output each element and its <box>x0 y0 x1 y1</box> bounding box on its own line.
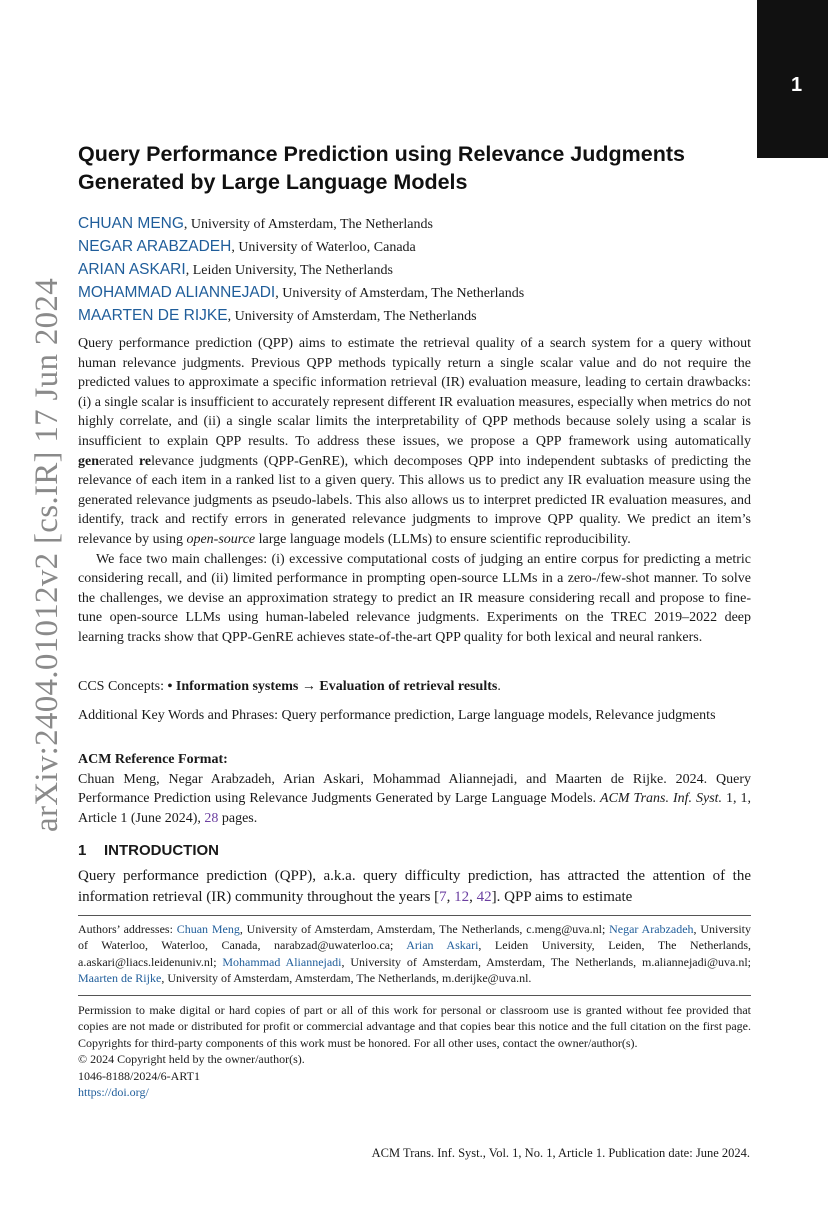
author-list <box>78 213 758 328</box>
address-text: , Leiden University, Leiden, The Netherlands, a.askari@liacs.leidenuniv.nl; <box>78 938 751 969</box>
address-text: , University of Amsterdam, Amsterdam, The Netherlands, c.meng@uva.nl; <box>239 922 610 936</box>
author-affiliation: , University of Amsterdam, The Netherlands <box>227 309 477 324</box>
abstract-text: Query performance prediction (QPP) aims to estimate the retrieval quality of a search system for a query without human relevance judgments. Previous QPP methods typically return a single scalar value and do not require the predicted values to approximate a specific information retrieval (IR) evaluation measure, leading to certain drawbacks: (i) a single scalar is insufficient to accurately represent different IR evaluation measures, especially when metrics do not highly correlate, and (ii) a single scalar limits the interpretability of QPP methods because solely using a scalar is insufficient to explain QPP results. To address these issues, we propose a QPP framework using automatically <box>78 336 751 449</box>
author-affiliation: , University of Waterloo, Canada <box>231 240 416 255</box>
acm-reference <box>78 750 751 828</box>
copyright-line: © 2024 Copyright held by the owner/author(s). <box>78 1052 305 1067</box>
intro-text: , <box>446 889 455 905</box>
author-affiliation: , University of Amsterdam, The Netherlands <box>275 286 525 301</box>
ccs-concept: Information systems → Evaluation of retrieval results <box>175 679 498 694</box>
permission-divider <box>78 995 751 996</box>
abstract-paragraph <box>78 334 751 550</box>
section-title: INTRODUCTION <box>104 842 219 859</box>
abstract-paragraph: We face two main challenges: (i) excessive computational costs of judging an entire corpus for predicting a metric considering recall, and (ii) limited performance in prompting open-source LLMs in a zero-/few-shot manner. To solve the challenges, we devise an approximation strategy to predict an IR measure considering recall and propose to fine-tune open-source LLMs using human-labeled relevance judgments. Experiments on the TREC 2019–2022 deep learning tracks show that QPP-GenRE achieves state-of-the-art QPP quality for both lexical and neural rankers. <box>78 551 751 645</box>
author-entry <box>78 282 758 305</box>
author-name[interactable]: MAARTEN DE RIJKE <box>78 307 228 324</box>
page-footer: ACM Trans. Inf. Syst., Vol. 1, No. 1, Article 1. Publication date: June 2024. <box>371 1146 750 1160</box>
address-text: , University of Amsterdam, Amsterdam, The Netherlands, m.derijke@uva.nl. <box>161 971 532 986</box>
author-name[interactable]: CHUAN MENG <box>78 215 184 232</box>
abstract-text: levance judgments (QPP-GenRE), which decomposes QPP into independent subtasks of predicting the relevance of each item in a ranked list to a given query. This allows us to predict any IR evaluation measure using the generated relevance judgments as pseudo-labels. This also allows us to interpret predicted IR evaluation measures, and identify, track and rectify errors in generated relevance judgments to improve QPP quality. We predict an item’s relevance by using <box>78 453 752 547</box>
author-entry <box>78 305 758 328</box>
citation-link[interactable]: 42 <box>476 889 492 905</box>
address-author-link[interactable]: Negar Arabzadeh <box>609 922 694 936</box>
section-number: 1 <box>78 842 87 859</box>
abstract-text: large language models (LLMs) to ensure scientific reproducibility. <box>255 531 631 547</box>
intro-text: , <box>469 889 477 905</box>
author-name[interactable]: NEGAR ARABZADEH <box>78 238 232 255</box>
address-author-link[interactable]: Arian Askari <box>406 938 479 953</box>
author-entry <box>78 259 758 282</box>
reference-text: pages. <box>218 810 258 826</box>
author-name[interactable]: ARIAN ASKARI <box>78 261 186 278</box>
reference-journal: ACM Trans. Inf. Syst. <box>600 791 723 807</box>
pages-link[interactable]: 28 <box>204 810 219 826</box>
abstract-bold: re <box>138 453 152 469</box>
ccs-label: CCS Concepts: <box>78 679 168 694</box>
address-author-link[interactable]: Maarten de Rijke <box>78 971 162 986</box>
abstract-italic: open-source <box>186 531 256 547</box>
ccs-bullet: • <box>167 679 176 694</box>
author-affiliation: , Leiden University, The Netherlands <box>185 263 393 278</box>
footnote-divider <box>78 915 751 916</box>
author-entry <box>78 236 758 259</box>
doi-link[interactable]: https://doi.org/ <box>78 1085 149 1100</box>
permission-text: Permission to make digital or hard copies of part or all of this work for personal or classroom use is granted without fee provided that copies are not made or distributed for profit or commercial advantage and that copies bear this notice and the full citation on the first page. Copyrights for third-party components of this work must be honored. For all other uses, contact the owner/author(s). <box>78 1003 751 1050</box>
author-addresses <box>78 921 751 987</box>
ccs-concepts <box>78 677 751 697</box>
keywords-label: Additional Key Words and Phrases: <box>78 708 282 723</box>
author-affiliation: , University of Amsterdam, The Netherlands <box>183 217 433 232</box>
intro-text: ]. QPP aims to estimate <box>491 889 633 905</box>
section-heading <box>78 842 219 859</box>
arxiv-side-stamp: arXiv:2404.01012v2 [cs.IR] 17 Jun 2024 <box>29 277 65 832</box>
reference-text: 1, 1, Article 1 (June 2024), <box>78 791 751 826</box>
keywords-text: Query performance prediction, Large language models, Relevance judgments <box>281 708 716 723</box>
issn-line: 1046-8188/2024/6-ART1 <box>78 1068 200 1083</box>
reference-text: Chuan Meng, Negar Arabzadeh, Arian Askari, Mohammad Aliannejadi, and Maarten de Rijke. 2024. Query Performance Prediction using Relevance Judgments Generated by Large Language Models. <box>78 771 751 807</box>
address-author-link[interactable]: Mohammad Aliannejadi <box>222 954 342 969</box>
abstract-text: erated <box>99 453 139 469</box>
author-name[interactable]: MOHAMMAD ALIANNEJADI <box>78 284 276 301</box>
abstract-bold: gen <box>78 453 99 469</box>
ccs-end: . <box>497 679 501 694</box>
address-text: , University of Amsterdam, Amsterdam, The Netherlands, m.aliannejadi@uva.nl; <box>341 954 752 969</box>
author-entry <box>78 213 758 236</box>
abstract <box>78 334 751 648</box>
keywords <box>78 706 751 726</box>
citation-link[interactable]: 12 <box>454 889 470 905</box>
page-number-tab <box>757 0 828 158</box>
acm-reference-heading: ACM Reference Format: <box>78 752 228 767</box>
permission-block <box>78 1002 751 1100</box>
address-text: , University of Waterloo, Waterloo, Canada, narabzad@uwaterloo.ca; <box>78 922 752 953</box>
intro-text: Query performance prediction (QPP), a.k.a. query difficulty prediction, has attracted the attention of the information retrieval (IR) community throughout the years [ <box>78 868 751 905</box>
intro-paragraph <box>78 866 751 908</box>
acm-reference-text <box>78 770 751 829</box>
citation-link[interactable]: 7 <box>439 889 447 905</box>
paper-title: Query Performance Prediction using Relevance Judgments Generated by Large Language Models <box>78 142 685 194</box>
addresses-label: Authors’ addresses: <box>78 922 177 936</box>
page-number: 1 <box>791 74 803 96</box>
address-author-link[interactable]: Chuan Meng <box>176 922 240 936</box>
